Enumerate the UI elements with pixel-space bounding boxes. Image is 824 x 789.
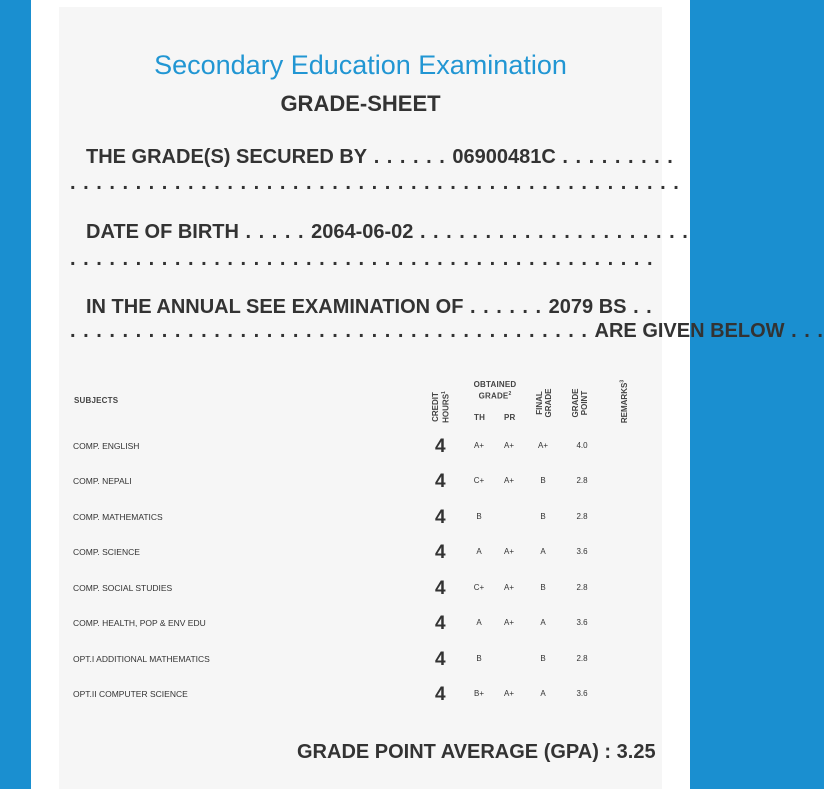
date-of-birth: 2064-06-02 — [311, 221, 414, 243]
final-grade-cell: B — [540, 512, 546, 521]
credit-hours-cell: 4 — [435, 649, 446, 670]
table-row — [73, 578, 653, 598]
theory-grade-cell: B+ — [473, 689, 484, 698]
subject-cell: COMP. HEALTH, POP & ENV EDU — [73, 618, 206, 628]
table-row — [73, 507, 653, 527]
secured-by-label: THE GRADE(S) SECURED BY — [86, 146, 368, 168]
header-grade: GRADE$^2$ — [478, 391, 512, 401]
final-grade-cell: B — [540, 654, 546, 663]
grade-point-cell: 2.8 — [576, 654, 588, 663]
header-credit-hours: CREDIT HOURS$^1$ — [431, 391, 451, 423]
credit-hours-cell: 4 — [435, 507, 446, 528]
grade-point-cell: 3.6 — [576, 689, 588, 698]
grade-point-cell: 2.8 — [576, 476, 588, 485]
practical-grade-cell: A+ — [503, 618, 514, 627]
credit-hours-cell: 4 — [435, 613, 446, 634]
subject-cell: COMP. SOCIAL STUDIES — [73, 583, 173, 593]
grade-point-cell: 2.8 — [576, 583, 588, 592]
subject-cell: COMP. NEPALI — [73, 476, 132, 486]
final-grade-cell: A — [540, 689, 546, 698]
final-grade-cell: B — [540, 583, 546, 592]
symbol-number: 06900481C — [452, 146, 556, 168]
theory-grade-cell: B — [476, 512, 482, 521]
grade-point-cell: 3.6 — [576, 618, 588, 627]
given-below: ARE GIVEN BELOW — [594, 320, 785, 342]
credit-hours-cell: 4 — [435, 436, 446, 457]
dotted-line-2: . . . . . . . . . . . . . . . . . . . . . . . . . . . . . . . . . . . . . . . . . . . . . — [70, 248, 654, 270]
secured-by-line: THE GRADE(S) SECURED BY . . . . . . 06900481C . . . . . . . . . — [86, 146, 674, 168]
final-grade-cell: A+ — [537, 441, 548, 450]
theory-grade-cell: A — [476, 547, 482, 556]
practical-grade-cell: A+ — [503, 547, 514, 556]
exam-title: Secondary Education Examination — [154, 50, 567, 80]
theory-grade-cell: C+ — [473, 583, 485, 592]
dob-label: DATE OF BIRTH — [86, 221, 239, 243]
gpa-summary: GRADE POINT AVERAGE (GPA) : 3.25 — [297, 741, 656, 763]
practical-grade-cell: A+ — [503, 583, 514, 592]
table-row — [73, 684, 653, 704]
credit-hours-cell: 4 — [435, 471, 446, 492]
table-row — [73, 436, 653, 456]
practical-grade-cell: A+ — [503, 689, 514, 698]
theory-grade-cell: A — [476, 618, 482, 627]
subject-cell: OPT.I ADDITIONAL MATHEMATICS — [73, 654, 210, 664]
dob-line: DATE OF BIRTH . . . . . 2064-06-02 . . . . . . . . . . . . . . . . . . . . . — [86, 221, 689, 243]
given-below-line: . . . . . . . . . . . . . . . . . . . . . . . . . . . . . . . . . . . . . . . . ARE GIVEN BELOW . . . — [70, 320, 824, 342]
header-subjects: SUBJECTS — [74, 396, 119, 405]
grade-point-cell: 3.6 — [576, 547, 588, 556]
subject-cell: COMP. SCIENCE — [73, 547, 140, 557]
header-grade-point: GRADE POINT — [571, 388, 589, 418]
table-row — [73, 613, 653, 633]
header-final-grade: FINAL GRADE — [535, 388, 553, 418]
table-row — [73, 542, 653, 562]
exam-year: 2079 BS — [548, 296, 627, 318]
exam-line: IN THE ANNUAL SEE EXAMINATION OF . . . . . . 2079 BS . . — [86, 296, 653, 318]
practical-grade-cell: A+ — [503, 441, 514, 450]
practical-grade-cell: A+ — [503, 476, 514, 485]
credit-hours-cell: 4 — [435, 542, 446, 563]
subject-cell: COMP. ENGLISH — [73, 441, 140, 451]
table-row — [73, 649, 653, 669]
theory-grade-cell: B — [476, 654, 482, 663]
final-grade-cell: A — [540, 547, 546, 556]
final-grade-cell: A — [540, 618, 546, 627]
exam-label: IN THE ANNUAL SEE EXAMINATION OF — [86, 296, 464, 318]
subject-cell: COMP. MATHEMATICS — [73, 512, 163, 522]
header-obtained: OBTAINED — [473, 380, 517, 389]
sheet-title: GRADE-SHEET — [280, 91, 441, 116]
subject-cell: OPT.II COMPUTER SCIENCE — [73, 689, 188, 699]
header-remarks: REMARKS$^3$ — [619, 379, 630, 424]
header-th: TH — [474, 413, 486, 422]
credit-hours-cell: 4 — [435, 684, 446, 705]
grade-point-cell: 4.0 — [576, 441, 588, 450]
theory-grade-cell: C+ — [473, 476, 485, 485]
table-row — [73, 471, 653, 491]
dotted-line-1: . . . . . . . . . . . . . . . . . . . . . . . . . . . . . . . . . . . . . . . . . . . . . . . — [70, 172, 680, 194]
credit-hours-cell: 4 — [435, 578, 446, 599]
theory-grade-cell: A+ — [473, 441, 484, 450]
grade-point-cell: 2.8 — [576, 512, 588, 521]
final-grade-cell: B — [540, 476, 546, 485]
header-pr: PR — [504, 413, 516, 422]
